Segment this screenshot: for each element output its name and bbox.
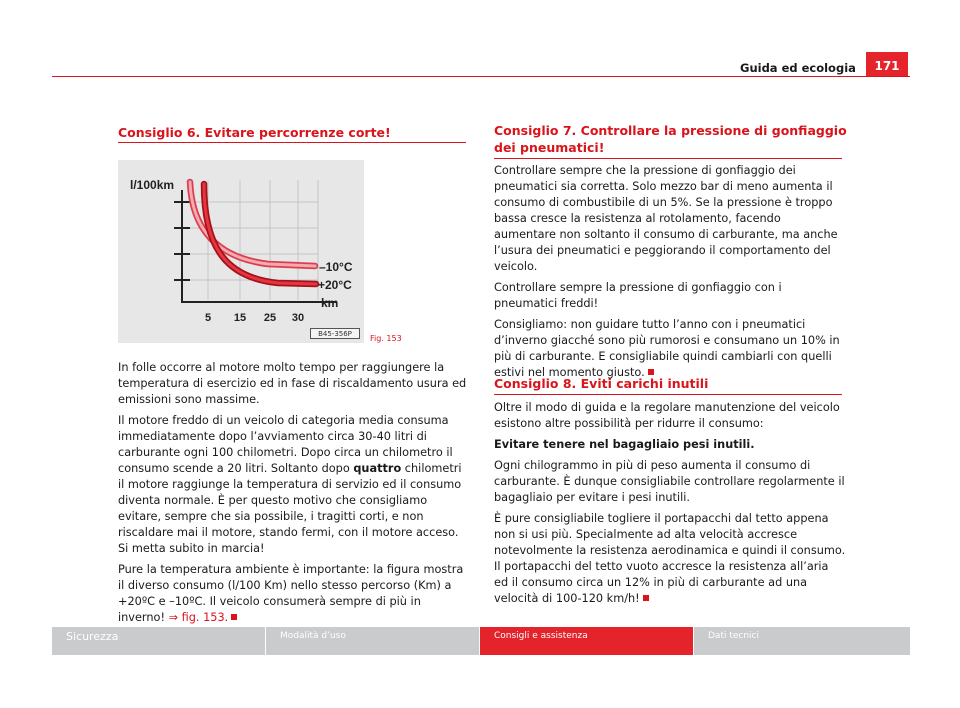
page-number: 171 bbox=[866, 52, 908, 77]
text-span: chilometri il motore raggiunge la temperatura di servizio ed il consumo diventa normale. È per questo motivo che consigliamo evitare, sempre che sia possibile, i tragitti corti, e non riscaldare mai il motore, stando fermi, con il motore acceso. Si metta subito in marcia! bbox=[118, 462, 462, 555]
figure-reference-link[interactable]: ⇒ fig. 153. bbox=[168, 611, 229, 624]
header-rule bbox=[52, 76, 910, 77]
tab-consigli-e-assistenza[interactable]: Consigli e assistenza bbox=[480, 627, 694, 655]
paragraph bbox=[494, 317, 846, 381]
text-span: Pure la temperatura ambiente è importante: la figura mostra il diverso consumo (l/100 Km) nello stesso percorso (Km) a +20ºC e –10ºC. Il veicolo consumerà sempre di più in inverno! bbox=[118, 563, 464, 624]
x-tick-30: 30 bbox=[291, 312, 305, 324]
left-body bbox=[118, 360, 468, 631]
heading-rule bbox=[494, 394, 842, 395]
footer-nav bbox=[52, 627, 910, 655]
paragraph: Ogni chilogrammo in più di peso aumenta il consumo di carburante. È dunque consigliabile controllare regolarmente il bagagliaio per evitare i pesi inutili. bbox=[494, 459, 845, 504]
tab-modalita-duso[interactable]: Modalità d’uso bbox=[266, 627, 480, 655]
x-tick-15: 15 bbox=[233, 312, 247, 324]
tab-sicurezza[interactable]: Sicurezza bbox=[52, 627, 266, 655]
text-span: Consigliamo: non guidare tutto l’anno con i pneumatici d’inverno giacché sono più rumorosi e consumano un 10% in più di carburante. E consigliabile quindi cambiarli con quelli estivi nel momento giusto. bbox=[494, 318, 840, 379]
end-marker bbox=[231, 614, 237, 620]
curve-plus-20c bbox=[204, 184, 316, 284]
text-span: È pure consigliabile togliere il portapacchi dal tetto appena non si usi più. Specialmente ad alta velocità accresce notevolmente la resistenza aerodinamica e quindi il consumo. Il portapacchi del tetto vuoto accresce la resistenza all’aria ed il consumo circa un 12% in più di carburante ad una velocità di 100-120 km/h! bbox=[494, 512, 846, 605]
x-tick-25: 25 bbox=[263, 312, 277, 324]
paragraph: Controllare sempre la pressione di gonfiaggio con i pneumatici freddi! bbox=[494, 281, 782, 310]
x-axis-label: km bbox=[321, 296, 339, 310]
consumption-diagram bbox=[118, 160, 364, 343]
heading-consiglio-6: Consiglio 6. Evitare percorrenze corte! bbox=[118, 125, 391, 140]
heading-consiglio-7: Consiglio 7. Controllare la pressione di gonfiaggio dei pneumatici! bbox=[494, 123, 847, 155]
paragraph bbox=[494, 511, 846, 607]
x-tick-5: 5 bbox=[204, 312, 212, 324]
paragraph: In folle occorre al motore molto tempo per raggiungere la temperatura di esercizio ed in fase di riscaldamento usura ed emissioni sono massime. bbox=[118, 361, 467, 406]
heading-consiglio-8: Consiglio 8. Eviti carichi inutili bbox=[494, 376, 709, 391]
text-span: Il motore freddo di un veicolo di categoria media consuma immediatamente dopo l’avviamento circa 30-40 litri di carburante ogni 100 chilometri. Dopo circa un chilometro il consumo scende a 20 litri. Soltanto dopo bbox=[118, 414, 453, 475]
fuel-consumption-figure bbox=[118, 160, 364, 343]
curve-label-minus-10: –10°C bbox=[319, 260, 353, 274]
heading-rule bbox=[118, 142, 466, 143]
paragraph: Controllare sempre che la pressione di gonfiaggio dei pneumatici sia corretta. Solo mezzo bar di meno aumenta il consumo di combustibile di un 5%. Se la pressione è troppo bassa cresce la resistenza al rotolamento, facendo aumentare non soltanto il consumo di carburante, ma anche l’usura dei pneumatici e peggiorando il comportamento del veicolo. bbox=[494, 164, 838, 273]
heading-rule bbox=[494, 158, 842, 159]
figure-caption: Fig. 153 bbox=[370, 334, 402, 343]
subheading: Evitare tenere nel bagagliaio pesi inutili. bbox=[494, 438, 755, 451]
y-axis-label: l/100km bbox=[130, 178, 175, 192]
right-body-7 bbox=[494, 163, 846, 386]
right-body-8 bbox=[494, 400, 846, 612]
figure-code: B45-356P bbox=[310, 328, 360, 339]
bold-word: quattro bbox=[353, 462, 402, 475]
paragraph: Oltre il modo di guida e la regolare manutenzione del veicolo esistono altre possibilità per ridurre il consumo: bbox=[494, 401, 840, 430]
section-title: Guida ed ecologia bbox=[740, 61, 856, 75]
tab-dati-tecnici[interactable]: Dati tecnici bbox=[694, 627, 910, 655]
paragraph bbox=[118, 562, 468, 626]
curve-label-plus-20: +20°C bbox=[318, 278, 352, 292]
paragraph bbox=[118, 413, 468, 557]
end-marker bbox=[643, 595, 649, 601]
